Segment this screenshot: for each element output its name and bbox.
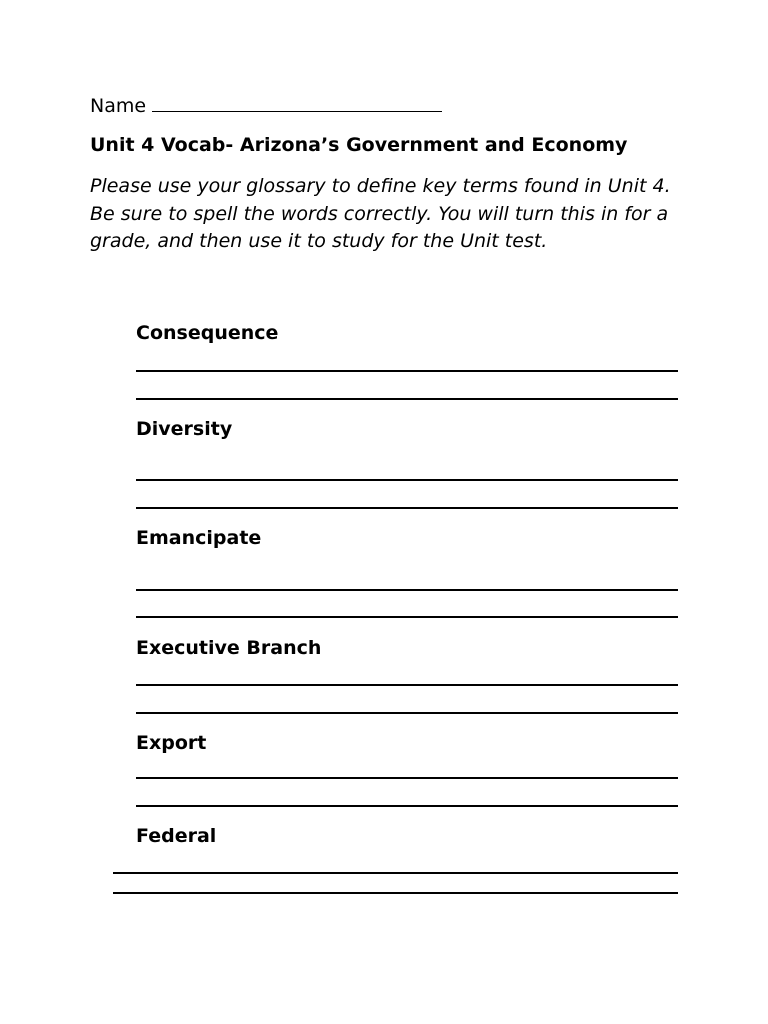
answer-line — [136, 777, 678, 779]
answer-line — [136, 805, 678, 807]
term-emancipate: Emancipate — [136, 527, 262, 549]
instructions-text: Please use your glossary to define key terms found in Unit 4. Be sure to spell the words correctly. You will turn this in for a grade, and then use it to study for the Unit test. — [90, 175, 671, 252]
answer-line — [136, 712, 678, 714]
answer-line — [136, 507, 678, 509]
answer-line — [136, 684, 678, 686]
term-consequence: Consequence — [136, 322, 279, 344]
term-federal: Federal — [136, 825, 217, 847]
answer-line — [136, 479, 678, 481]
answer-line — [136, 589, 678, 591]
answer-line — [136, 398, 678, 400]
name-label: Name — [90, 95, 147, 117]
answer-line — [136, 370, 678, 372]
term-executive-branch: Executive Branch — [136, 637, 322, 659]
answer-line — [113, 892, 678, 894]
term-export: Export — [136, 732, 207, 754]
answer-line — [136, 616, 678, 618]
name-blank-line — [152, 93, 442, 112]
name-field — [90, 93, 442, 118]
worksheet-title: Unit 4 Vocab- Arizona’s Government and Economy — [90, 134, 628, 156]
term-diversity: Diversity — [136, 418, 233, 440]
answer-line — [113, 872, 678, 874]
